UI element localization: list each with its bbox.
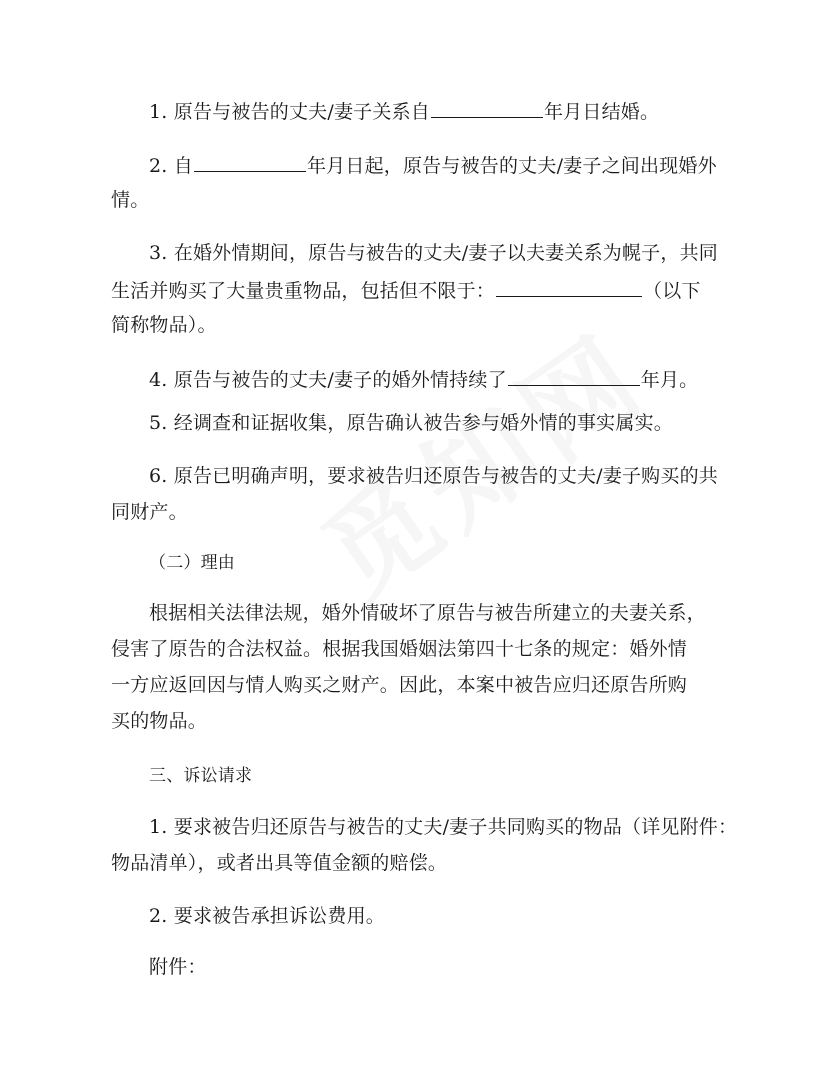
fact-2 (149, 151, 717, 179)
fact-4 (149, 365, 698, 393)
fact-1-text-end: 年月日结婚。 (543, 101, 660, 123)
watermark (287, 291, 673, 627)
fact-6: 6. 原告已明确声明，要求被告归还原告与被告的丈夫/妻子购买的共 (149, 465, 718, 487)
fact-3-cont-2: 简称物品）。 (111, 314, 217, 336)
attachment-label: 附件： (149, 956, 207, 978)
fact-3-cont (111, 276, 701, 304)
reason-line-1: 根据相关法律法规，婚外情破坏了原告与被告所建立的夫妻关系， (149, 602, 706, 624)
reason-line-2: 侵害了原告的合法权益。根据我国婚姻法第四十七条的规定：婚外情 (111, 638, 688, 660)
fill-blank (508, 365, 640, 386)
claim-2: 2. 要求被告承担诉讼费用。 (149, 905, 385, 927)
fact-4-text-end: 年月。 (640, 369, 699, 391)
fact-2-text-end: 年月日起，原告与被告的丈夫/妻子之间出现婚外 (306, 155, 717, 177)
fill-blank (194, 151, 306, 172)
fact-2-cont: 情。 (111, 189, 150, 211)
reason-heading: （二）理由 (149, 553, 235, 573)
fact-4-text: 4. 原告与被告的丈夫/妻子的婚外情持续了 (149, 369, 507, 391)
fact-3-text-end: （以下 (643, 280, 701, 302)
fact-3: 3. 在婚外情期间，原告与被告的丈夫/妻子以夫妻关系为幌子，共同 (149, 242, 718, 264)
claim-1-cont: 物品清单），或者出具等值金额的赔偿。 (111, 852, 448, 874)
claim-1: 1. 要求被告归还原告与被告的丈夫/妻子共同购买的物品（详见附件： (149, 816, 738, 838)
fact-1 (149, 97, 659, 125)
fact-6-cont: 同财产。 (111, 501, 188, 523)
reason-line-4: 买的物品。 (111, 710, 208, 732)
fact-1-text: 1. 原告与被告的丈夫/妻子关系自 (149, 101, 430, 123)
fact-2-text: 2. 自 (149, 155, 193, 177)
reason-line-3: 一方应返回因与情人购买之财产。因此，本案中被告应归还原告所购 (111, 674, 688, 696)
fact-5: 5. 经调查和证据收集，原告确认被告参与婚外情的事实属实。 (149, 412, 673, 434)
fill-blank (431, 97, 543, 118)
fill-blank (496, 276, 642, 297)
fact-3-text: 生活并购买了大量贵重物品，包括但不限于： (111, 280, 496, 302)
claims-heading: 三、诉讼请求 (149, 766, 253, 786)
